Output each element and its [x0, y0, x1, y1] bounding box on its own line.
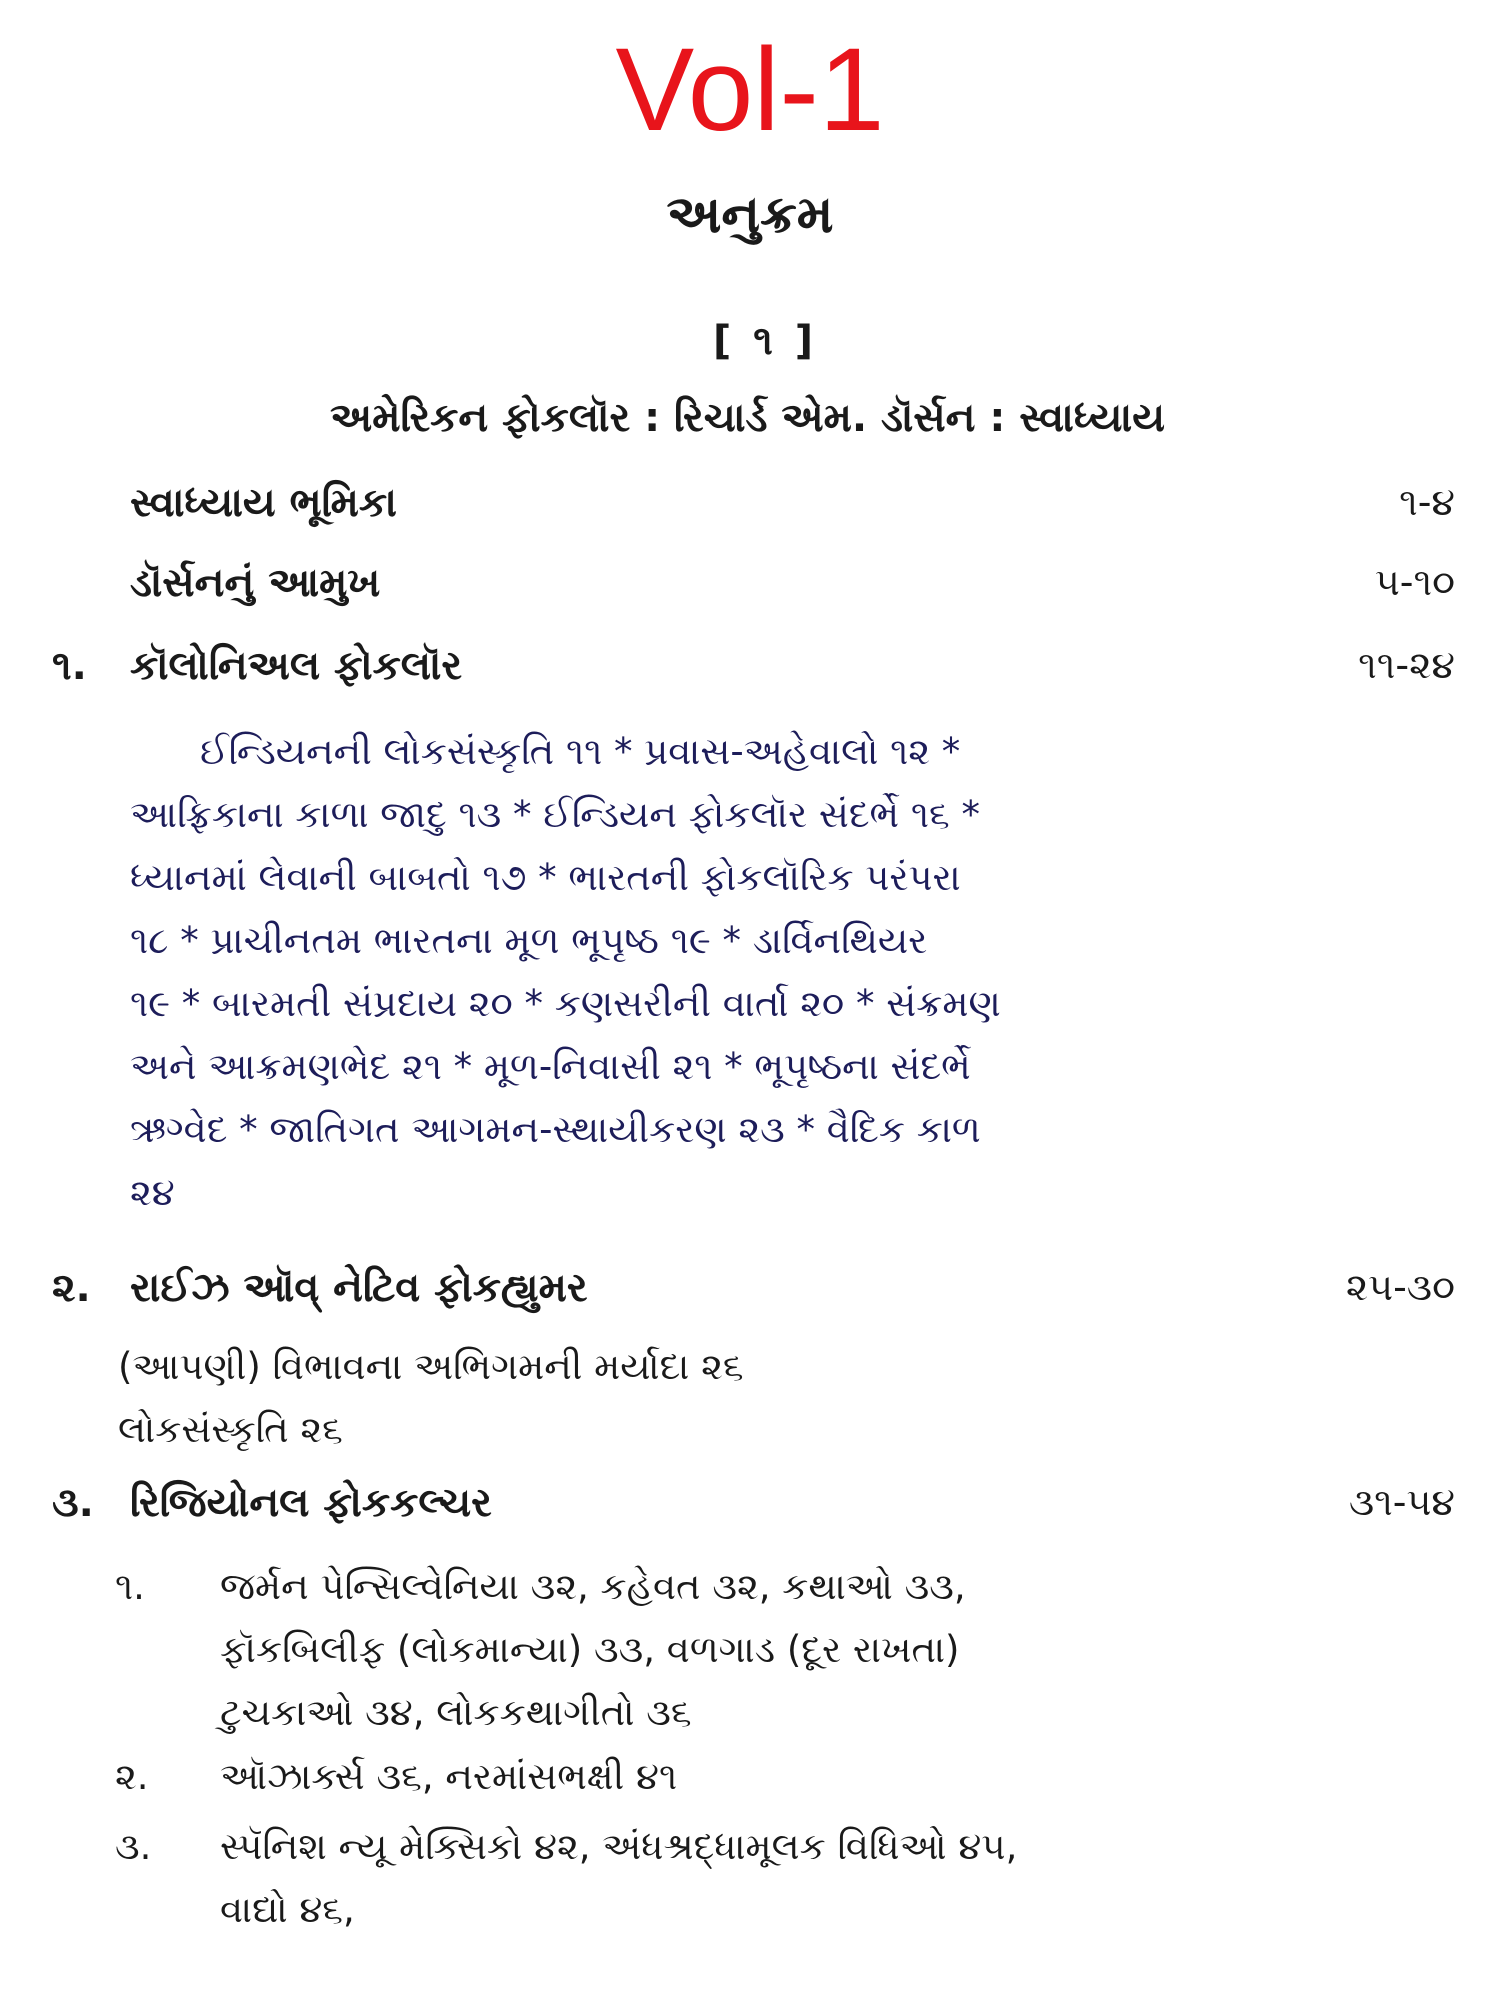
toc-entry-number: ૩.: [52, 1480, 94, 1526]
toc-entry-number: ૧.: [52, 643, 87, 689]
toc-entry-title: રિજિયોનલ ફોકકલ્ચર: [130, 1480, 492, 1526]
item-number: ૨.: [115, 1755, 149, 1798]
toc-entry-title: રાઈઝ ઑવ્ નેટિવ ફોકહ્યુમર: [130, 1265, 588, 1311]
subtopic-line: ઋગ્વેદ * જાતિગત આગમન-સ્થાયીકરણ ૨૩ * વૈદિક કાળ: [130, 1108, 981, 1151]
subtopic-line: ૧૯ * બારમતી સંપ્રદાય ૨૦ * કણસરીની વાર્તા ૨૦ * સંક્રમણ: [130, 982, 1001, 1025]
toc-entry-title: ડૉર્સનનું આમુખ: [130, 560, 381, 606]
toc-entry-pages: ૫-૧૦: [1374, 560, 1455, 604]
subtopic-line: વાદ્યો ૪૬,: [220, 1888, 355, 1931]
subtopic-line: ટુચકાઓ ૩૪, લોકકથાગીતો ૩૬: [220, 1691, 692, 1734]
part-title: અમેરિકન ફોકલૉર : રિચાર્ડ એમ. ડૉર્સન : સ્વાધ્યાય: [330, 395, 1165, 441]
page-heading: અનુક્રમ: [666, 185, 834, 245]
subtopic-line: ધ્યાનમાં લેવાની બાબતો ૧૭ * ભારતની ફોકલૉરિક પરંપરા: [130, 856, 961, 899]
subtopic-line: અને આક્રમણભેદ ૨૧ * મૂળ-નિવાસી ૨૧ * ભૂપૃષ્ઠના સંદર્ભે: [130, 1045, 971, 1088]
part-number: [ ૧ ]: [712, 318, 817, 364]
subtopic-line: ફૉકબિલીફ (લોકમાન્યા) ૩૩, વળગાડ (દૂર રાખતા): [220, 1628, 960, 1671]
subtopic-line: આફ્રિકાના કાળા જાદુ ૧૩ * ઈન્ડિયન ફોકલૉર સંદર્ભે ૧૬ *: [130, 793, 980, 836]
chapter2-subtopics: [118, 1335, 744, 1461]
volume-label: Vol-1: [615, 24, 885, 156]
toc-entry-pages: ૧૧-૨૪: [1358, 643, 1455, 687]
subtopic-line: સ્પૅનિશ ન્યૂ મેક્સિકો ૪૨, અંધશ્રદ્ધામૂલક વિધિઓ ૪૫,: [220, 1825, 1018, 1868]
subtopic-line: (આપણી) વિભાવના અભિગમની મર્યાદા ૨૬: [118, 1345, 744, 1388]
toc-entry-pages: ૨૫-૩૦: [1345, 1265, 1455, 1309]
subtopic-line: ઑઝાર્ક્સ ૩૬, નરમાંસભક્ષી ૪૧: [220, 1755, 678, 1798]
toc-entry-pages: ૧-૪: [1399, 480, 1455, 524]
subtopic-line: ઈન્ડિયનની લોકસંસ્કૃતિ ૧૧ * પ્રવાસ-અહેવાલો ૧૨ *: [200, 730, 961, 773]
subtopic-line: ૨૪: [130, 1171, 175, 1214]
toc-entry-title: કૉલોનિઅલ ફોકલૉર: [130, 643, 463, 689]
toc-entry-pages: ૩૧-૫૪: [1348, 1480, 1455, 1524]
toc-entry-title: સ્વાધ્યાય ભૂમિકા: [130, 480, 397, 526]
subtopic-line: લોકસંસ્કૃતિ ૨૬: [118, 1408, 343, 1451]
subtopic-line: જર્મન પેન્સિલ્વેનિયા ૩૨, કહેવત ૩૨, કથાઓ ૩૩,: [220, 1565, 966, 1608]
item-number: ૧.: [115, 1565, 145, 1608]
subtopic-line: ૧૮ * પ્રાચીનતમ ભારતના મૂળ ભૂપૃષ્ઠ ૧૯ * ડાર્વિનથિયર: [130, 919, 928, 962]
toc-entry-number: ૨.: [52, 1265, 91, 1311]
item-number: ૩.: [115, 1825, 152, 1868]
chapter1-subtopics: [130, 720, 1001, 1224]
